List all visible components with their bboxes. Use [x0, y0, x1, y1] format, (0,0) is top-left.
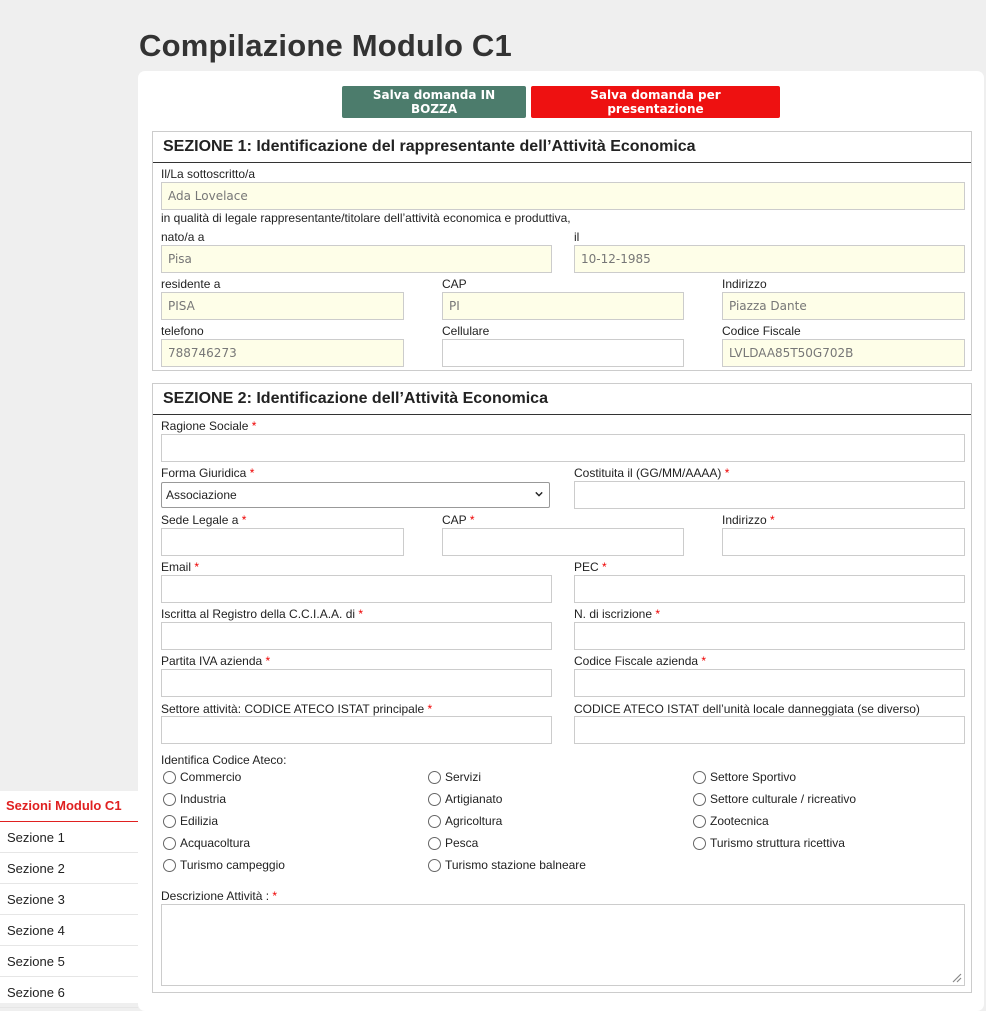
sidenav-item-sezione-3[interactable]: Sezione 3 [0, 884, 138, 915]
cap-label: CAP [442, 277, 467, 291]
radio-button-icon [163, 837, 176, 850]
email-label: Email * [161, 560, 200, 574]
telefono-field[interactable]: 788746273 [161, 339, 404, 367]
il-label: il [574, 230, 580, 244]
radio-commercio[interactable]: Commercio [163, 769, 241, 785]
indirizzo-azienda-label: Indirizzo * [722, 513, 775, 527]
ateco-locale-field[interactable] [574, 716, 965, 744]
residente-field[interactable]: PISA [161, 292, 404, 320]
pec-field[interactable] [574, 575, 965, 603]
radio-button-icon [163, 793, 176, 806]
sottoscritto-field[interactable]: Ada Lovelace [161, 182, 965, 210]
partita-iva-field[interactable] [161, 669, 552, 697]
n-iscrizione-label: N. di iscrizione * [574, 607, 661, 621]
section-1 [152, 131, 972, 371]
cf-azienda-field[interactable] [574, 669, 965, 697]
sidenav-title: Sezioni Modulo C1 [0, 791, 138, 822]
n-iscrizione-field[interactable] [574, 622, 965, 650]
sidenav-item-sezione-4[interactable]: Sezione 4 [0, 915, 138, 946]
radio-button-icon [163, 815, 176, 828]
radio-button-icon [693, 837, 706, 850]
resize-handle-icon[interactable] [950, 971, 962, 983]
telefono-label: telefono [161, 324, 204, 338]
sidenav-item-sezione-5[interactable]: Sezione 5 [0, 946, 138, 977]
pec-label: PEC * [574, 560, 607, 574]
indirizzo-field[interactable]: Piazza Dante [722, 292, 965, 320]
indirizzo-azienda-field[interactable] [722, 528, 965, 556]
radio-servizi[interactable]: Servizi [428, 769, 481, 785]
radio-agricoltura[interactable]: Agricoltura [428, 813, 502, 829]
descrizione-textarea[interactable] [161, 904, 965, 986]
radio-button-icon [163, 859, 176, 872]
sottoscritto-label: Il/La sottoscritto/a [161, 167, 256, 181]
section-2 [152, 383, 972, 993]
sidenav-item-sezione-2[interactable]: Sezione 2 [0, 853, 138, 884]
ragione-sociale-field[interactable] [161, 434, 965, 462]
nato-field[interactable]: Pisa [161, 245, 552, 273]
radio-acquacoltura[interactable]: Acquacoltura [163, 835, 250, 851]
cellulare-label: Cellulare [442, 324, 490, 338]
chevron-down-icon [535, 490, 543, 498]
radio-button-icon [428, 859, 441, 872]
sede-legale-field[interactable] [161, 528, 404, 556]
radio-button-icon [163, 771, 176, 784]
radio-turismo-struttura[interactable]: Turismo struttura ricettiva [693, 835, 845, 851]
radio-button-icon [693, 771, 706, 784]
costituita-field[interactable] [574, 481, 965, 509]
cellulare-field[interactable] [442, 339, 684, 367]
radio-button-icon [428, 793, 441, 806]
radio-turismo-balneare[interactable]: Turismo stazione balneare [428, 857, 586, 873]
radio-button-icon [428, 837, 441, 850]
ragione-sociale-label: Ragione Sociale * [161, 419, 257, 433]
radio-pesca[interactable]: Pesca [428, 835, 478, 851]
identifica-ateco-label: Identifica Codice Ateco: [161, 753, 287, 767]
ateco-principale-field[interactable] [161, 716, 552, 744]
codice-fiscale-field[interactable]: LVLDAA85T50G702B [722, 339, 965, 367]
sede-legale-label: Sede Legale a * [161, 513, 247, 527]
radio-industria[interactable]: Industria [163, 791, 226, 807]
indirizzo-label: Indirizzo [722, 277, 767, 291]
ateco-principale-label: Settore attività: CODICE ATECO ISTAT principale * [161, 702, 433, 716]
residente-label: residente a [161, 277, 221, 291]
radio-artigianato[interactable]: Artigianato [428, 791, 502, 807]
partita-iva-label: Partita IVA azienda * [161, 654, 271, 668]
sidenav-item-sezione-6[interactable]: Sezione 6 [0, 977, 138, 1008]
forma-giuridica-label: Forma Giuridica * [161, 466, 255, 480]
email-field[interactable] [161, 575, 552, 603]
radio-zootecnica[interactable]: Zootecnica [693, 813, 769, 829]
save-draft-button[interactable]: Salva domanda IN BOZZA [342, 86, 526, 118]
sections-sidenav [0, 791, 138, 1003]
sidenav-item-sezione-1[interactable]: Sezione 1 [0, 822, 138, 853]
section-2-title: SEZIONE 2: Identificazione dell’Attività Economica [153, 384, 971, 415]
radio-settore-culturale[interactable]: Settore culturale / ricreativo [693, 791, 856, 807]
radio-turismo-campeggio[interactable]: Turismo campeggio [163, 857, 285, 873]
cap-azienda-field[interactable] [442, 528, 684, 556]
cf-azienda-label: Codice Fiscale azienda * [574, 654, 707, 668]
cap-azienda-label: CAP * [442, 513, 475, 527]
ateco-locale-label: CODICE ATECO ISTAT dell’unità locale danneggiata (se diverso) [574, 702, 920, 716]
form-panel [138, 71, 984, 1011]
il-field[interactable]: 10-12-1985 [574, 245, 965, 273]
costituita-label: Costituita il (GG/MM/AAAA) * [574, 466, 730, 480]
radio-button-icon [428, 815, 441, 828]
section-1-title: SEZIONE 1: Identificazione del rappresentante dell’Attività Economica [153, 132, 971, 163]
registro-label: Iscritta al Registro della C.C.I.A.A. di * [161, 607, 364, 621]
codice-fiscale-label: Codice Fiscale [722, 324, 801, 338]
radio-settore-sportivo[interactable]: Settore Sportivo [693, 769, 796, 785]
descrizione-label: Descrizione Attività : * [161, 889, 278, 903]
save-submit-button[interactable]: Salva domanda per presentazione [531, 86, 780, 118]
cap-field[interactable]: PI [442, 292, 684, 320]
forma-giuridica-value: Associazione [166, 488, 237, 502]
nato-label: nato/a a [161, 230, 205, 244]
radio-button-icon [693, 793, 706, 806]
radio-button-icon [693, 815, 706, 828]
qualita-text: in qualità di legale rappresentante/titolare dell’attività economica e produttiva, [161, 211, 571, 225]
radio-button-icon [428, 771, 441, 784]
forma-giuridica-select[interactable] [161, 482, 550, 508]
radio-edilizia[interactable]: Edilizia [163, 813, 218, 829]
registro-field[interactable] [161, 622, 552, 650]
page-title: Compilazione Modulo C1 [139, 28, 512, 63]
